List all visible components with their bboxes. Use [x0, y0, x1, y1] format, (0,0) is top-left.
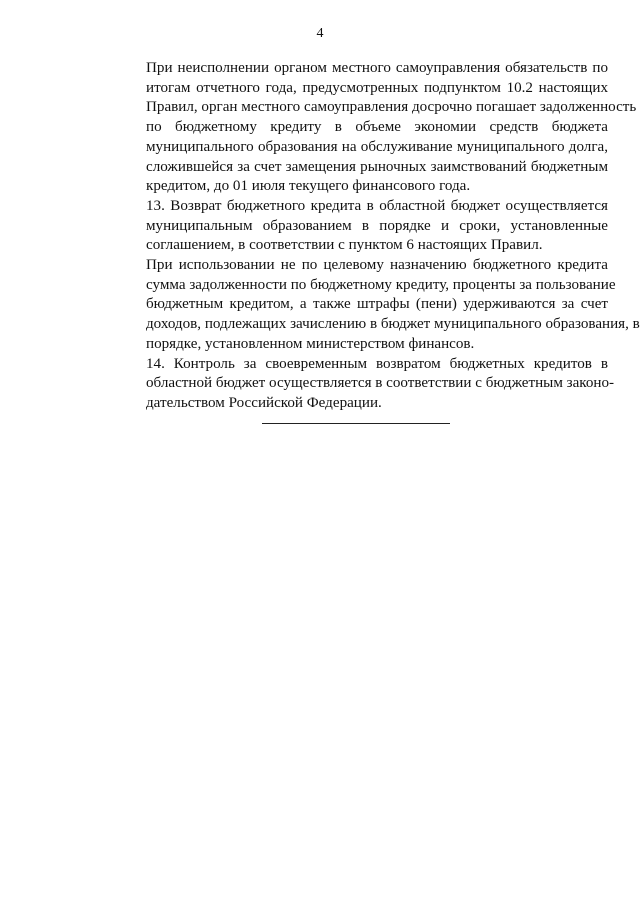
page-number: 4: [316, 26, 324, 41]
paragraph-13-return: [108, 197, 608, 256]
text-line: итогам отчетного года, предусмотренных подпунктом 10.2 настоящих: [146, 79, 608, 96]
text-line: областной бюджет осуществляется в соответствии с бюджетным законо-: [146, 375, 615, 392]
end-separator-line: [262, 423, 450, 424]
text-line: бюджетным кредитом, а также штрафы (пени) удерживаются за счет: [146, 296, 608, 313]
text-line: соглашением, в соответствии с пунктом 6 настоящих Правил.: [146, 237, 543, 254]
text-line: При использовании не по целевому назначению бюджетного кредита: [146, 257, 608, 274]
text-line: по бюджетному кредиту в объеме экономии средств бюджета: [146, 119, 608, 136]
document-body: [108, 59, 640, 414]
text-line: муниципального образования на обслуживание муниципального долга,: [146, 138, 608, 155]
text-line: муниципальным образованием в порядке и сроки, установленные: [146, 217, 608, 234]
text-line: Правил, орган местного самоуправления досрочно погашает задолженность: [146, 99, 637, 116]
text-line: При неисполнении органом местного самоуправления обязательств по: [146, 60, 608, 76]
text-line: 13. Возврат бюджетного кредита в областной бюджет осуществляется: [146, 197, 608, 214]
paragraph-misuse: [108, 256, 640, 355]
text-line: порядке, установленном министерством финансов.: [146, 335, 475, 352]
text-line: кредитом, до 01 июля текущего финансового года.: [146, 178, 471, 195]
text-line: 14. Контроль за своевременным возвратом бюджетных кредитов в: [146, 355, 608, 372]
text-line: доходов, подлежащих зачислению в бюджет муниципального образования, в: [146, 316, 640, 333]
paragraph-early-repayment: [108, 59, 637, 197]
paragraph-14-control: [108, 355, 615, 414]
text-line: сумма задолженности по бюджетному кредиту, проценты за пользование: [146, 276, 616, 293]
text-line: сложившейся за счет замещения рыночных заимствований бюджетным: [146, 158, 608, 175]
text-line: дательством Российской Федерации.: [146, 394, 382, 411]
